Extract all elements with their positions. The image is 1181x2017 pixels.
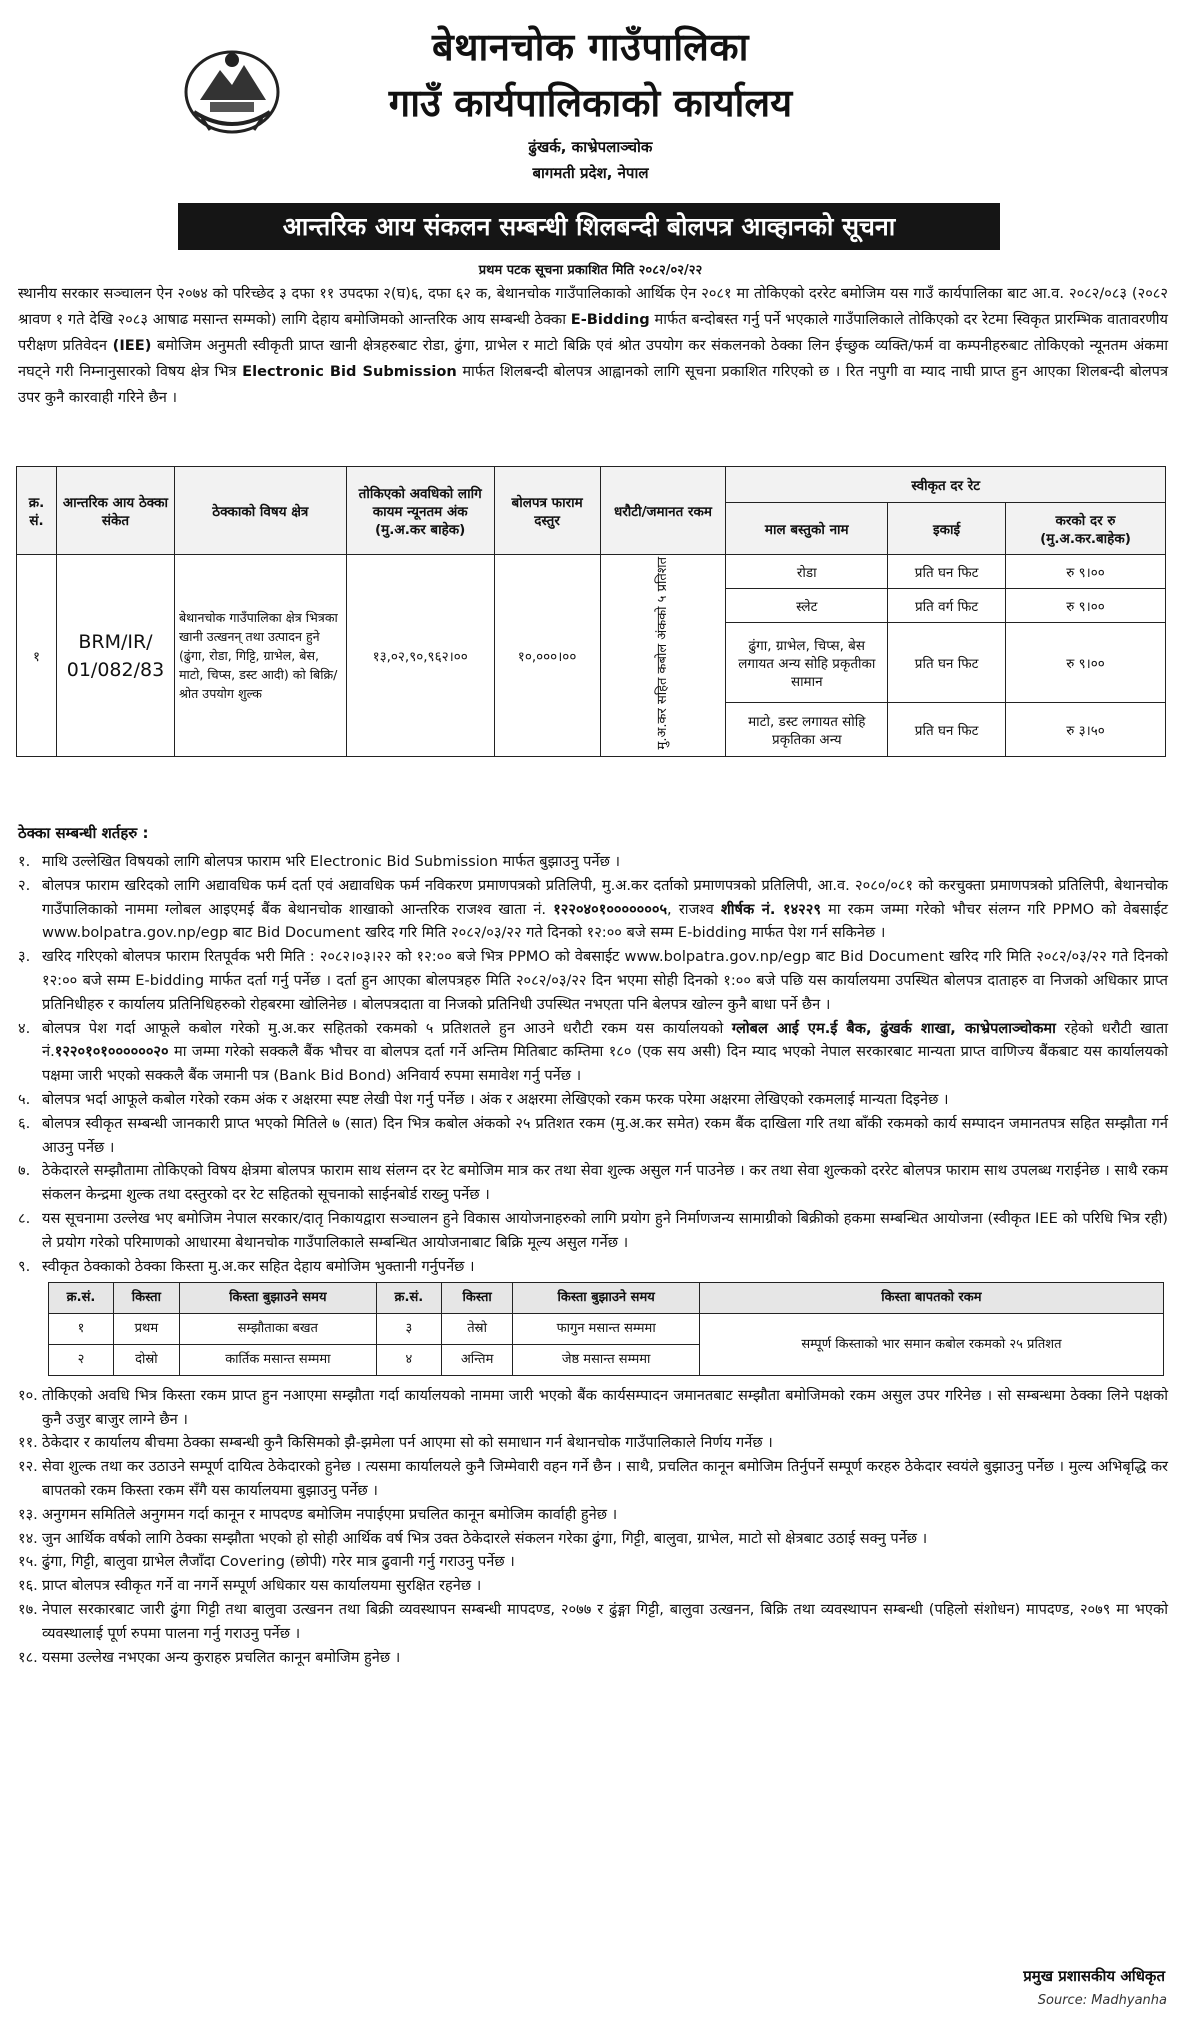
item-name: स्लेट xyxy=(726,589,888,623)
inst-header: क्र.सं. xyxy=(376,1283,441,1314)
installment-table xyxy=(48,1282,1164,1375)
term-text xyxy=(42,874,1168,945)
item-unit: प्रति घन फिट xyxy=(888,623,1006,703)
term-number: १७. xyxy=(18,1600,38,1618)
inst-cell: फागुन मसान्त सम्ममा xyxy=(513,1314,699,1345)
intro-text: मार्फत बन्दोबस्त गर्नु पर्ने भएकाले गाउँपालिकाले तोकिएको दर रेटमा स्विकृत प्रारम्भिक वातावरणीय परीक्षण प्रतिवेदन xyxy=(18,311,1168,354)
item-rate: रु ३।५० xyxy=(1006,703,1166,757)
inst-cell: कार्तिक मसान्त सम्ममा xyxy=(179,1344,376,1375)
item-rate: रु ९।०० xyxy=(1006,589,1166,623)
inst-cell: १ xyxy=(49,1314,114,1345)
source-credit: Source: Madhyanha xyxy=(1037,1993,1167,2008)
inst-cell: ४ xyxy=(376,1344,441,1375)
term-number: ४. xyxy=(18,1019,31,1037)
term-number: ६. xyxy=(18,1114,31,1132)
contract-code: BRM/IR/ 01/082/83 xyxy=(56,555,174,757)
item-rate: रु ९।०० xyxy=(1006,555,1166,589)
inst-cell: २ xyxy=(49,1344,114,1375)
term-item xyxy=(18,945,1168,1016)
term-number: २. xyxy=(18,876,31,894)
term-text: ठेकेदारले सम्झौतामा तोकिएको विषय क्षेत्रमा बोलपत्र फाराम साथ संलग्न दर रेट बमोजिम मात्र कर तथा सेवा शुल्क असुल गर्न पाउनेछ । कर तथा सेवा शुल्कको दररेट बोलपत्र फाराम साथ उपलब्ध गराईनेछ । साथै रकम संकलन केन्द्रमा शुल्क तथा दस्तुरको दर रेट सहितको सूचनाको साईनबोर्ड राख्नु पर्नेछ । xyxy=(42,1162,1168,1204)
notice-title: आन्तरिक आय संकलन सम्बन्धी शिलबन्दी बोलपत्र आव्हानको सूचना xyxy=(178,203,1000,250)
term-text: प्राप्त बोलपत्र स्वीकृत गर्ने वा नगर्ने सम्पूर्ण अधिकार यस कार्यालयमा सुरक्षित रहनेछ । xyxy=(42,1577,482,1595)
terms-heading: ठेक्का सम्बन्धी शर्तहरु : xyxy=(18,824,149,842)
inst-header: किस्ता बुझाउने समय xyxy=(513,1283,699,1314)
intro-text: बमोजिम अनुमती स्वीकृती प्राप्त खानी क्षेत्रहरुबाट रोडा, ढुंगा, ग्राभेल र माटो बिक्रि एवं श्रोत उपयोग कर संकलनको ठेक्का लिन ईच्छुक व्यक्ति/फर्म वा कम्पनीहरुबाट तोकिएको न्यूनतम अंकमा नघट्ने गरी निम्नानुसारको विषय क्षेत्र भित्र xyxy=(18,337,1168,380)
term-item xyxy=(18,1646,1168,1670)
term-item xyxy=(18,1384,1168,1432)
intro-bold: E-Bidding xyxy=(570,311,650,328)
term-text-part: बोलपत्र पेश गर्दा आफूले कबोल गरेको मु.अ.कर सहितको रकमको ५ प्रतिशतले हुन आउने धरौटी रकम यस कार्यालयको xyxy=(42,1019,732,1037)
office-address-line2: बागमती प्रदेश, नेपाल xyxy=(532,164,649,182)
term-item xyxy=(18,1455,1168,1503)
inst-cell: तेस्रो xyxy=(441,1314,513,1345)
inst-cell: दोस्रो xyxy=(113,1344,179,1375)
term-text-part: बोलपत्र फाराम खरिदको लागि अद्यावधिक फर्म दर्ता एवं अद्यावधिक फर्म नविकरण प्रमाणपत्रको प्रतिलिपी, मु.अ.कर दर्ताको प्रमाणपत्रको प्रतिलिपी, आ.व. २०८०/०८१ को करचुक्ता प्रमाणपत्रको प्रतिलिपी, बेथानचोक गाउँपालिकाको नाममा ग्लोबल आइएमई बैंक बेथानचोक शाखाको आन्तरिक राजश्व खाता नं. xyxy=(42,876,1168,918)
terms-list xyxy=(18,850,1168,1669)
inst-cell: प्रथम xyxy=(113,1314,179,1345)
inst-cell: सम्झौताका बखत xyxy=(179,1314,376,1345)
inst-cell: जेष्ठ मसान्त सम्ममा xyxy=(513,1344,699,1375)
item-unit: प्रति घन फिट xyxy=(888,703,1006,757)
header-unit: इकाई xyxy=(888,503,1006,555)
term-number: ५. xyxy=(18,1090,31,1108)
item-name: रोडा xyxy=(726,555,888,589)
term-number: १६. xyxy=(18,1577,38,1595)
inst-header: किस्ता बापतको रकम xyxy=(699,1283,1163,1314)
term-number: १०. xyxy=(18,1386,38,1404)
term-text-part: मा रकम जम्मा गरेको भौचर संलग्न गरि PPMO को वेबसाईट www.bolpatra.gov.np/egp बाट Bid Document खरिद गरि मिति २०८२/०३/२२ गते दिनको १२:०० बजे सम्म E-bidding मार्फत पेश गर्न सकिनेछ । xyxy=(42,900,1169,942)
term-item xyxy=(18,1598,1168,1646)
term-number: ७. xyxy=(18,1162,31,1180)
term-item xyxy=(18,1255,1168,1279)
deposit-text: मु.अ.कर सहित कबोल अंकको ५ प्रतिशत xyxy=(654,557,670,750)
term-number: १४. xyxy=(18,1529,38,1547)
header-item-name: माल बस्तुको नाम xyxy=(726,503,888,555)
term-number: ९. xyxy=(18,1257,31,1275)
term-item xyxy=(18,1088,1168,1112)
term-text: ठेकेदार र कार्यालय बीचमा ठेक्का सम्बन्धी कुनै किसिमको झै-झमेला पर्न आएमा सो को समाधान गर्न बेथानचोक गाउँपालिकाले निर्णय गर्नेछ । xyxy=(42,1434,773,1452)
term-number: १. xyxy=(18,853,31,870)
term-item xyxy=(18,1159,1168,1207)
office-subtitle: गाउँ कार्यपालिकाको कार्यालय xyxy=(388,81,793,125)
office-address-line1: ढुंखर्क, काभ्रेपलाञ्चोक xyxy=(528,138,653,156)
intro-text: स्थानीय सरकार सञ्चालन ऐन २०७४ को परिच्छेद ३ दफा ११ उपदफा २(घ)६, दफा ६२ क, बेथानचोक गाउँपालिकाको आर्थिक ऐन २०८१ मा तोकिएको दररेट बमोजिम यस गाउँ कार्यपालिका बाट आ.व. २०८२/०८३ (२०८२ श्रावण १ गते देखि २०८३ आषाढ मसान्त सम्मको) लागि देहाय बमोजिमको आन्तरिक आय सम्बन्धी ठेक्का xyxy=(18,285,1168,328)
installment-amount-note: सम्पूर्ण किस्ताको भार समान कबोल रकमको २५ प्रतिशत xyxy=(699,1314,1163,1376)
revenue-heading-number: शीर्षक नं. १४२२९ xyxy=(720,900,821,918)
min-amount: १३,०२,९०,९६२।०० xyxy=(346,555,494,757)
intro-text: मार्फत शिलबन्दी बोलपत्र आह्वानको लागि सूचना प्रकाशित गरिएको छ । रित नपुगी वा म्याद नाघी प्राप्त हुन आएका शिलबन्दी बोलपत्र उपर कुनै कारवाही गरिने छैन । xyxy=(18,363,1168,406)
term-text: खरिद गरिएको बोलपत्र फाराम रितपूर्वक भरी मिति : २०८२।०३।२२ को १२:०० बजे भित्र PPMO को वेबसाईट www.bolpatra.gov.np/egp बाट Bid Document खरिद गरि मिति २०८२/०३/२२ गते दिनको १२:०० बजे सम्म E-bidding मार्फत दर्ता गर्नु पर्नेछ । दर्ता हुन आएका बोलपत्रहरु मिति २०८२/०३/२२ दिन भएमा सोही दिनको १:०० बजे पछि यस कार्यालयमा उपस्थित बोलपत्र दाताहरु वा निजको अधिकार प्राप्त प्रतिनिधीहरु र कार्यालय प्रतिनिधिहरुको रोहबरमा खोलिनेछ । बोलपत्रदाता वा निजको प्रतिनिधी उपस्थित नभएता पनि बेलपत्र खोल्न कुनै बाधा पर्ने छैन । xyxy=(42,948,1168,1013)
term-number: १२. xyxy=(18,1458,38,1476)
bank-name: ग्लोबल आई एम.ई बैक, ढुंखर्क शाखा, काभ्रेपलाञ्चोकमा xyxy=(731,1019,1056,1037)
term-text: सेवा शुल्क तथा कर उठाउने सम्पूर्ण दायित्व ठेकेदारको हुनेछ । त्यसमा कार्यालयले कुनै जिम्मेवारी वहन गर्ने छैन । साथै, प्रचलित कानून बमोजिम तिर्नुपर्ने सम्पूर्ण करहरु ठेकेदार स्वयंले बुझाउनु पर्नेछ । मुल्य अभिबृद्धि कर बापतको रकम किस्ता रकम सँगै यस कार्यालयमा बुझाउनु पर्नेछ । xyxy=(42,1458,1168,1499)
item-name: ढुंगा, ग्राभेल, चिप्स, बेस लगायत अन्य सोहि प्रकृतीका सामान xyxy=(726,623,888,703)
inst-header: क्र.सं. xyxy=(49,1283,114,1314)
contract-field: बेथानचोक गाउँपालिका क्षेत्र भित्रका खानी उत्खनन् तथा उत्पादन हुने (ढुंगा, रोडा, गिट्टि, ग्राभेल, बेस, माटो, चिप्स, डस्ट आदी) को बिक्रि/श्रोत उपयोग शुल्क xyxy=(174,555,346,757)
intro-bold: Electronic Bid Submission xyxy=(242,363,457,380)
term-item xyxy=(18,1527,1168,1551)
term-text: यसमा उल्लेख नभएका अन्य कुराहरु प्रचलित कानून बमोजिम हुनेछ । xyxy=(42,1648,401,1666)
term-item xyxy=(18,874,1168,945)
row-sn: १ xyxy=(17,555,57,757)
inst-header: किस्ता बुझाउने समय xyxy=(179,1283,376,1314)
deposit-account-number: १२२०१०१००००००२० xyxy=(54,1043,169,1061)
inst-header: किस्ता xyxy=(113,1283,179,1314)
term-number: १५. xyxy=(18,1553,38,1571)
term-item xyxy=(18,850,1168,874)
item-name: माटो, डस्ट लगायत सोहि प्रकृतिका अन्य xyxy=(726,703,888,757)
term-item xyxy=(18,1574,1168,1598)
term-text: स्वीकृत ठेक्काको ठेक्का किस्ता मु.अ.कर सहित देहाय बमोजिम भुक्तानी गर्नुपर्नेछ । xyxy=(42,1257,475,1275)
term-text xyxy=(42,1017,1168,1088)
term-text: अनुगमन समितिले अनुगमन गर्दा कानून र मापदण्ड बमोजिम नपाईएमा प्रचलित कानून बमोजिम कार्वाही हुनेछ । xyxy=(42,1505,618,1523)
term-number: ११. xyxy=(18,1434,38,1452)
inst-header: किस्ता xyxy=(441,1283,513,1314)
term-number: ८. xyxy=(18,1209,31,1227)
item-unit: प्रति वर्ग फिट xyxy=(888,589,1006,623)
term-text: तोकिएको अवधि भित्र किस्ता रकम प्राप्त हुन नआएमा सम्झौता गर्दा कार्यालयको नाममा जारी भएको बैंक कार्यसम्पादन जमानतबाट सम्झौता बमोजिमको रकम असुल उपर गरिनेछ । सो सम्बन्धमा ठेक्का लिने पक्षको कुनै उजुर बाजुर लाग्ने छैन । xyxy=(42,1386,1168,1428)
header-deposit: धरौटी/जमानत रकम xyxy=(600,467,726,555)
term-text: माथि उल्लेखित विषयको लागि बोलपत्र फाराम भरि Electronic Bid Submission मार्फत बुझाउनु पर्नेछ । xyxy=(42,853,620,870)
header-form-fee: बोलपत्र फाराम दस्तुर xyxy=(494,467,600,555)
term-item xyxy=(18,1550,1168,1574)
term-text: यस सूचनामा उल्लेख भए बमोजिम नेपाल सरकार/दातृ निकायद्वारा सञ्चालन हुने विकास आयोजनाहरुको लागि प्रयोग हुने निर्माणजन्य सामाग्रीको बिक्रीको हकमा सम्बन्धित आयोजना (स्वीकृत IEE को परिधि भित्र रही) ले प्रयोग गरेको परिमाणको आधारमा बेथानचोक गाउँपालिकाले सम्बन्धित आयोजनाबाट बिक्रि मूल्य असुल गर्नेछ । xyxy=(42,1209,1168,1251)
term-text-part: मा जम्मा गरेको सक्कलै बैंक भौचर वा बोलपत्र दर्ता गर्ने अन्तिम मितिबाट कम्तिमा १८० (एक सय असी) दिन म्याद भएको नेपाल सरकारबाट मान्यता प्राप्त वाणिज्य बैंकबाट यस कार्यालयको पक्षमा जारी भएको सक्कलै बैंक जमानी पत्र (Bank Bid Bond) अनिवार्य रुपमा समावेश गर्नु पर्नेछ । xyxy=(42,1043,1168,1085)
term-number: १८. xyxy=(18,1648,38,1666)
term-item xyxy=(18,1112,1168,1160)
header-sn: क्र. सं. xyxy=(17,467,57,555)
header-tax-rate: करको दर रु (मु.अ.कर.बाहेक) xyxy=(1006,503,1166,555)
term-item xyxy=(18,1431,1168,1455)
form-fee: १०,०००।०० xyxy=(494,555,600,757)
inst-cell: अन्तिम xyxy=(441,1344,513,1375)
revenue-account-number: १२२०४०१०००००००५ xyxy=(553,900,668,918)
item-rate: रु ९।०० xyxy=(1006,623,1166,703)
item-unit: प्रति घन फिट xyxy=(888,555,1006,589)
intro-bold: (IEE) xyxy=(112,337,152,354)
publication-date: प्रथम पटक सूचना प्रकाशित मिति २०८२/०२/२२ xyxy=(478,263,703,278)
signature: प्रमुख प्रशासकीय अधिकृत xyxy=(1023,1967,1165,1985)
term-text: जुन आर्थिक वर्षको लागि ठेक्का सम्झौता भएको हो सोही आर्थिक वर्ष भित्र उक्त ठेकेदारले संकलन गरेका ढुंगा, गिट्टी, बालुवा, ग्राभेल, माटो सो क्षेत्रबाट उठाई सक्नु पर्नेछ । xyxy=(42,1529,928,1547)
header-code: आन्तरिक आय ठेक्का संकेत xyxy=(56,467,174,555)
term-text-part: रहेको धरौटी खाता नं. xyxy=(42,1019,1168,1061)
term-item xyxy=(18,1503,1168,1527)
deposit-cell xyxy=(600,555,726,757)
term-number: ३. xyxy=(18,948,31,966)
term-text: बोलपत्र स्वीकृत सम्बन्धी जानकारी प्राप्त भएको मितिले ७ (सात) दिन भित्र कबोल अंकको २५ प्रतिशत रकम (मु.अ.कर समेत) रकम बैंक दाखिला गरि तथा बाँकी रकमको कार्य सम्पादन जमानतपत्र सहित सम्झौता गर्न आउनु पर्नेछ । xyxy=(42,1114,1168,1156)
header-min-amount: तोकिएको अवधिको लागि कायम न्यूनतम अंक (मु.अ.कर बाहेक) xyxy=(346,467,494,555)
header-field: ठेक्काको विषय क्षेत्र xyxy=(174,467,346,555)
contract-table xyxy=(16,466,1166,757)
term-text-part: , राजश्व xyxy=(667,900,721,918)
term-number: १३. xyxy=(18,1505,38,1523)
inst-cell: ३ xyxy=(376,1314,441,1345)
header-approved-rate: स्वीकृत दर रेट xyxy=(726,467,1166,503)
term-item xyxy=(18,1017,1168,1088)
office-name: बेथानचोक गाउँपालिका xyxy=(432,25,749,69)
intro-paragraph xyxy=(18,281,1168,411)
term-text: बोलपत्र भर्दा आफूले कबोल गरेको रकम अंक र अक्षरमा स्पष्ट लेखी पेश गर्नु पर्नेछ । अंक र अक्षरमा लेखिएको रकम फरक परेमा अक्षरमा लेखिएको रकमलाई मान्यता दिइनेछ । xyxy=(42,1090,949,1108)
term-text: नेपाल सरकारबाट जारी ढुंगा गिट्टी तथा बालुवा उत्खनन तथा बिक्री व्यवस्थापन सम्बन्धी मापदण्ड, २०७७ र ढुंङ्गा गिट्टी, बालुवा उत्खनन, बिक्रि तथा व्यवस्थापन सम्बन्धी (पहिलो संशोधन) मापदण्ड, २०७९ मा भएको व्यवस्थालाई पूर्ण रुपमा पालना गर्नु गराउनु पर्नेछ । xyxy=(42,1600,1168,1642)
term-item xyxy=(18,1207,1168,1255)
term-text: ढुंगा, गिट्टी, बालुवा ग्राभेल लैजाँदा Covering (छोपी) गरेर मात्र ढुवानी गर्नु गराउनु पर्नेछ । xyxy=(42,1553,515,1571)
